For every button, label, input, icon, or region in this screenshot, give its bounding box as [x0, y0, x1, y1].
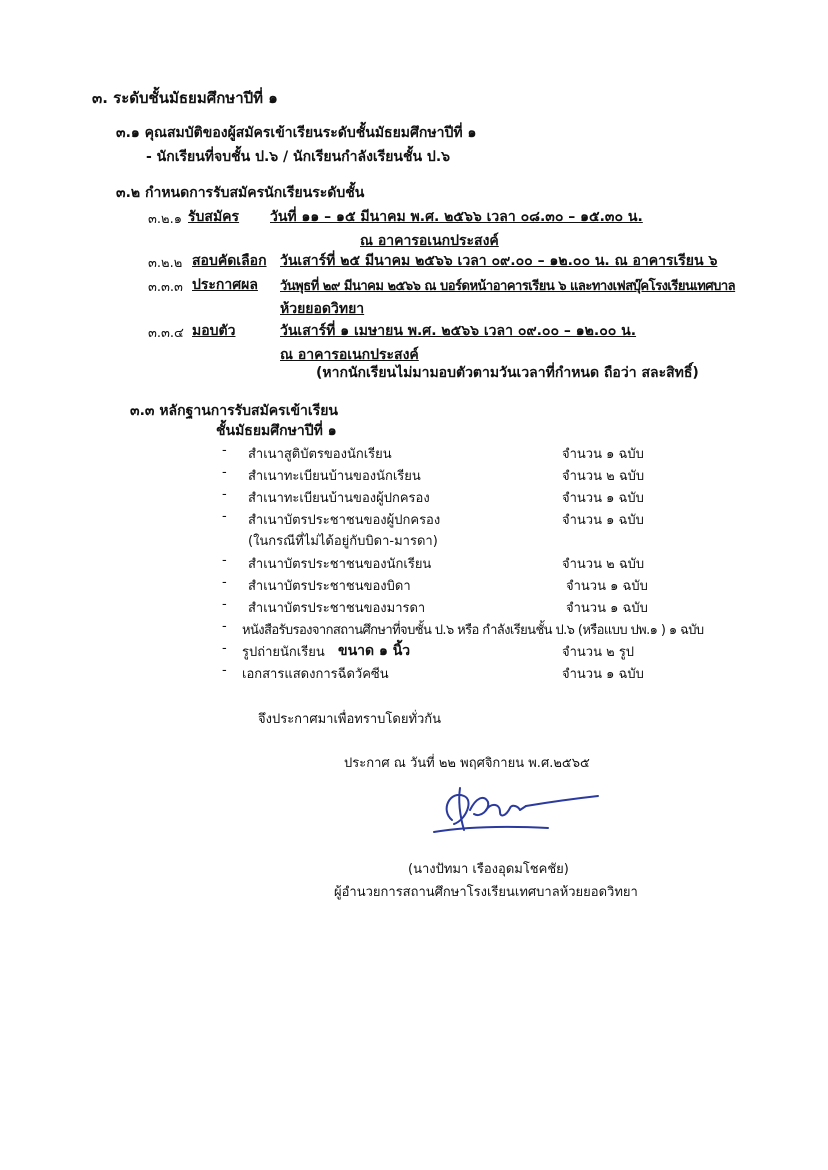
list-dash: -	[222, 597, 227, 612]
signature-image	[430, 780, 610, 850]
list-dash: -	[222, 575, 227, 590]
list-dash: -	[222, 553, 227, 568]
announcement-date: ประกาศ ณ วันที่ ๒๒ พฤศจิกายน พ.ศ.๒๕๖๕	[344, 756, 590, 771]
forfeit-note: (หากนักเรียนไม่มามอบตัวตามวันเวลาที่กำหนด ถือว่า สละสิทธิ์)	[316, 365, 699, 381]
list-item-text: หนังสือรับรองจากสถานศึกษาที่จบชั้น ป.๖ หรือ กำลังเรียนชั้น ป.๖ (หรือแบบ ปพ.๑ ) ๑ ฉบับ	[242, 623, 704, 638]
list-dash: -	[222, 465, 227, 480]
list-item-qty: จำนวน ๒ ฉบับ	[562, 469, 645, 484]
schedule-item-label: รับสมัคร	[188, 209, 240, 225]
subsection-3-3-title: ๓.๓ หลักฐานการรับสมัครเข้าเรียน	[130, 403, 338, 419]
list-dash: -	[222, 641, 227, 656]
schedule-item-detail: วันที่ ๑๑ – ๑๕ มีนาคม พ.ศ. ๒๕๖๖ เวลา ๐๘.๓๐ – ๑๕.๓๐ น.	[270, 209, 643, 225]
schedule-item-num: ๓.๓.๓	[148, 280, 183, 295]
schedule-item-detail: วันเสาร์ที่ ๑ เมษายน พ.ศ. ๒๕๖๖ เวลา ๐๙.๐๐ – ๑๒.๐๐ น.	[280, 323, 637, 339]
list-item-text: เอกสารแสดงการฉีดวัคซีน	[242, 667, 389, 682]
list-item-qty: จำนวน ๑ ฉบับ	[562, 513, 644, 528]
list-item-text: สำเนาบัตรประชาชนของนักเรียน	[248, 557, 432, 572]
list-item-text: สำเนาบัตรประชาชนของมารดา	[248, 601, 426, 616]
list-item-text: สำเนาบัตรประชาชนของผู้ปกครอง	[248, 513, 441, 528]
schedule-item-label: สอบคัดเลือก	[192, 253, 267, 269]
schedule-item-num: ๓.๓.๔	[148, 326, 184, 341]
schedule-item-num: ๓.๒.๑	[148, 212, 182, 227]
schedule-item-location: ณ อาคารอเนกประสงค์	[280, 347, 419, 363]
list-item-text: สำเนาทะเบียนบ้านของผู้ปกครอง	[248, 491, 430, 506]
list-dash: -	[222, 487, 227, 502]
schedule-item-location: ณ อาคารอเนกประสงค์	[360, 233, 499, 249]
subsection-3-1-bullet: - นักเรียนที่จบชั้น ป.๖ / นักเรียนกำลังเรียนชั้น ป.๖	[146, 149, 451, 165]
subsection-3-2-title: ๓.๒ กำหนดการรับสมัครนักเรียนระดับชั้น	[116, 185, 365, 201]
list-item-qty: จำนวน ๒ รูป	[562, 645, 635, 660]
list-item-qty: จำนวน ๑ ฉบับ	[566, 579, 648, 594]
list-item-text: สำเนาสูติบัตรของนักเรียน	[248, 447, 392, 462]
list-item-qty: จำนวน ๑ ฉบับ	[566, 601, 648, 616]
list-dash: -	[222, 663, 227, 678]
photo-size: ขนาด ๑ นิ้ว	[338, 643, 411, 659]
signer-position: ผู้อำนวยการสถานศึกษาโรงเรียนเทศบาลห้วยยอดวิทยา	[334, 885, 638, 900]
schedule-item-label: มอบตัว	[192, 323, 236, 339]
list-item-qty: จำนวน ๑ ฉบับ	[562, 667, 644, 682]
schedule-item-detail: วันพุธที่ ๒๙ มีนาคม ๒๕๖๖ ณ บอร์ดหน้าอาคารเรียน ๖ และทางเฟสบุ๊คโรงเรียนเทศบาล	[280, 279, 736, 294]
schedule-item-label: ประกาศผล	[192, 277, 258, 293]
list-dash: -	[222, 443, 227, 458]
section-heading: ๓. ระดับชั้นมัธยมศึกษาปีที่ ๑	[92, 89, 278, 107]
list-item-qty: จำนวน ๑ ฉบับ	[562, 491, 644, 506]
list-dash: -	[222, 619, 227, 634]
subsection-3-3-subtitle: ชั้นมัธยมศึกษาปีที่ ๑	[216, 423, 337, 439]
closing-announcement: จึงประกาศมาเพื่อทราบโดยทั่วกัน	[258, 712, 442, 727]
schedule-item-detail-cont: ห้วยยอดวิทยา	[280, 301, 365, 317]
schedule-item-detail: วันเสาร์ที่ ๒๕ มีนาคม ๒๕๖๖ เวลา ๐๙.๐๐ – ๑๒.๐๐ น. ณ อาคารเรียน ๖	[280, 253, 718, 269]
subsection-3-1-title: ๓.๑ คุณสมบัติของผู้สมัครเข้าเรียนระดับชั้นมัธยมศึกษาปีที่ ๑	[116, 125, 477, 141]
schedule-item-num: ๓.๒.๒	[148, 256, 183, 271]
list-item-text: สำเนาทะเบียนบ้านของนักเรียน	[248, 469, 421, 484]
list-item-text: สำเนาบัตรประชาชนของบิดา	[248, 579, 411, 594]
list-dash: -	[222, 509, 227, 524]
signer-name: (นางปัทมา เรืองอุดมโชคชัย)	[408, 862, 569, 877]
list-item-qty: จำนวน ๑ ฉบับ	[562, 447, 644, 462]
list-item-text: รูปถ่ายนักเรียน	[242, 645, 325, 660]
list-item-qty: จำนวน ๒ ฉบับ	[562, 557, 645, 572]
list-item-text: (ในกรณีที่ไม่ได้อยู่กับบิดา-มารดา)	[248, 534, 438, 549]
